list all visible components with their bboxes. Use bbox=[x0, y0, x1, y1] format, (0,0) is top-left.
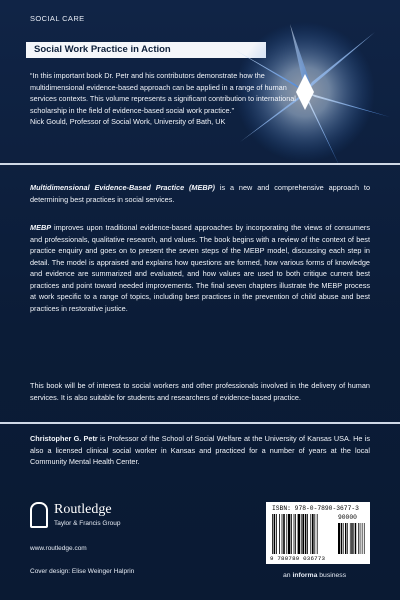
audience-paragraph bbox=[30, 380, 370, 403]
description-paragraph bbox=[30, 222, 370, 314]
quote-text: “In this important book Dr. Petr and his contributors demonstrate how the multidimensional evidence-based approach can be applied in a range of human services contexts. This volume represents a significant contribution to international scholarship in the field of evidence-based social work practice.” bbox=[30, 71, 296, 115]
publisher-url[interactable]: www.routledge.com bbox=[30, 545, 87, 552]
informa-suffix: business bbox=[317, 572, 347, 579]
publisher-subtitle: Taylor & Francis Group bbox=[54, 520, 121, 527]
audience-text: This book will be of interest to social workers and other professionals involved in the delivery of human services. It is also suitable for students and researchers of evidence-based practice. bbox=[30, 381, 370, 402]
intro-paragraph bbox=[30, 182, 370, 205]
intro-text: is a new and comprehensive approach to determining best practices in social services. bbox=[30, 183, 370, 204]
mebp-term: MEBP bbox=[30, 223, 52, 232]
divider-bottom bbox=[0, 422, 400, 424]
barcode bbox=[266, 502, 370, 564]
isbn-label: ISBN: 978-0-7890-3677-3 bbox=[272, 505, 359, 512]
author-bio-text: is Professor of the School of Social Welfare at the University of Kansas USA. He is also a licensed clinical social worker in Kansas and practiced for a number of years at the local Community Mental Health Center. bbox=[30, 434, 370, 466]
author-bio bbox=[30, 433, 370, 468]
quote-attribution: Nick Gould, Professor of Social Work, University of Bath, UK bbox=[30, 117, 226, 126]
author-name: Christopher G. Petr bbox=[30, 434, 98, 443]
series-title: Social Work Practice in Action bbox=[26, 42, 266, 58]
divider-top bbox=[0, 163, 400, 165]
publisher-name: Routledge bbox=[54, 502, 112, 517]
publisher-logo bbox=[30, 500, 170, 540]
routledge-mark-icon bbox=[30, 502, 48, 528]
book-title-term: Multidimensional Evidence-Based Practice (MEBP) bbox=[30, 183, 215, 192]
description-text: improves upon traditional evidence-based approaches by incorporating the views of consumers and professionals, qualitative research, and values. The book begins with a review of the context of best practice enquiry and goes on to present the seven steps of the MEBP model, discussing each step in detail. The model is appraised and explains how questions are formed, how various forms of knowledge and evidence are summarized and evaluated, and how values are used to both critique current best practices and point toward needed improvements. The final seven chapters illustrate the MEBP process at work specific to a range of topics, including best practices in the prevention of child abuse and best practices in restorative justice. bbox=[30, 223, 370, 313]
series-label: SOCIAL CARE bbox=[30, 14, 85, 23]
endorsement-quote bbox=[30, 70, 300, 128]
informa-prefix: an bbox=[283, 572, 293, 579]
informa-brand: informa bbox=[292, 572, 318, 579]
informa-tagline bbox=[283, 572, 346, 579]
cover-design-credit: Cover design: Elise Weinger Halprin bbox=[30, 568, 135, 575]
price-code: 90000 bbox=[338, 514, 357, 521]
barcode-digits: 9 780789 036773 bbox=[270, 555, 326, 562]
